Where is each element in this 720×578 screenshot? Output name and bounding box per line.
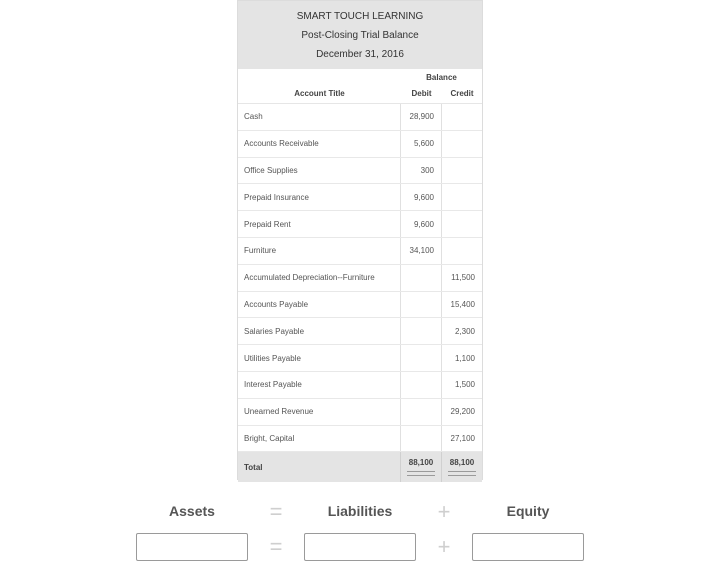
credit-cell: 2,300: [454, 326, 475, 336]
statement-title: Post-Closing Trial Balance: [301, 30, 419, 41]
plus-sign-input-row: +: [437, 534, 451, 559]
debit-cell: [401, 372, 442, 398]
column-headers: [238, 69, 482, 104]
equity-label: Equity: [506, 503, 550, 519]
account-name: Office Supplies: [238, 158, 401, 184]
credit-cell: [442, 158, 482, 184]
table-row: [238, 318, 482, 345]
credit-cell: 29,200: [450, 407, 475, 417]
debit-cell: 28,900: [401, 104, 442, 130]
table-row: [238, 184, 482, 211]
plus-sign-label-row: +: [437, 499, 451, 524]
table-body: [238, 104, 482, 452]
company-name: SMART TOUCH LEARNING: [296, 11, 424, 22]
credit-cell: 27,100: [450, 433, 475, 443]
credit-cell: 1,500: [454, 380, 475, 390]
table-row: [238, 292, 482, 319]
equity-input[interactable]: [472, 533, 584, 561]
balance-header: Balance: [426, 73, 457, 82]
liabilities-input[interactable]: [304, 533, 416, 561]
total-row: [238, 452, 482, 482]
debit-cell: 300: [401, 158, 442, 184]
debit-cell: 34,100: [401, 238, 442, 264]
credit-cell: [442, 238, 482, 264]
credit-cell: 11,500: [451, 273, 475, 283]
assets-label: Assets: [169, 503, 215, 519]
total-debit: 88,100: [408, 458, 434, 468]
credit-cell: [442, 184, 482, 210]
account-name: Accounts Payable: [238, 292, 401, 318]
account-name: Prepaid Insurance: [238, 184, 401, 210]
total-debit-cell: [401, 452, 442, 482]
account-name: Cash: [238, 104, 401, 130]
table-row: [238, 265, 482, 292]
credit-header: Credit: [450, 89, 474, 98]
table-header: [238, 1, 482, 69]
table-row: [238, 345, 482, 372]
account-name: Unearned Revenue: [238, 399, 401, 425]
account-name: Interest Payable: [238, 372, 401, 398]
table-row: [238, 238, 482, 265]
debit-cell: [401, 345, 442, 371]
table-row: [238, 426, 482, 453]
statement-date: December 31, 2016: [316, 49, 404, 60]
account-name: Accounts Receivable: [238, 131, 401, 157]
debit-header: Debit: [411, 89, 432, 98]
credit-cell: 15,400: [450, 299, 475, 309]
debit-cell: [401, 426, 442, 452]
table-row: [238, 158, 482, 185]
account-name: Salaries Payable: [238, 318, 401, 344]
credit-cell: [442, 211, 482, 237]
credit-cell: [442, 131, 482, 157]
table-row: [238, 211, 482, 238]
account-title-header: Account Title: [294, 89, 345, 98]
debit-cell: 5,600: [401, 131, 442, 157]
table-row: [238, 399, 482, 426]
equals-sign-label-row: =: [269, 499, 283, 524]
credit-cell: 1,100: [454, 353, 475, 363]
liabilities-label: Liabilities: [327, 503, 393, 519]
total-credit-cell: [442, 452, 482, 482]
assets-input[interactable]: [136, 533, 248, 561]
account-name: Prepaid Rent: [238, 211, 401, 237]
debit-cell: 9,600: [401, 211, 442, 237]
table-row: [238, 104, 482, 131]
debit-cell: [401, 399, 442, 425]
debit-cell: [401, 292, 442, 318]
debit-cell: [401, 265, 442, 291]
double-underline: [448, 471, 476, 476]
account-name: Bright, Capital: [238, 426, 401, 452]
double-underline: [407, 471, 435, 476]
table-row: [238, 372, 482, 399]
credit-cell: [442, 104, 482, 130]
debit-cell: [401, 318, 442, 344]
debit-cell: 9,600: [401, 184, 442, 210]
total-credit: 88,100: [449, 458, 475, 468]
account-name: Utilities Payable: [238, 345, 401, 371]
table-row: [238, 131, 482, 158]
account-name: Furniture: [238, 238, 401, 264]
trial-balance-table: [237, 0, 483, 480]
total-label: Total: [238, 452, 401, 482]
equals-sign-input-row: =: [269, 534, 283, 559]
account-name: Accumulated Depreciation--Furniture: [238, 265, 401, 291]
